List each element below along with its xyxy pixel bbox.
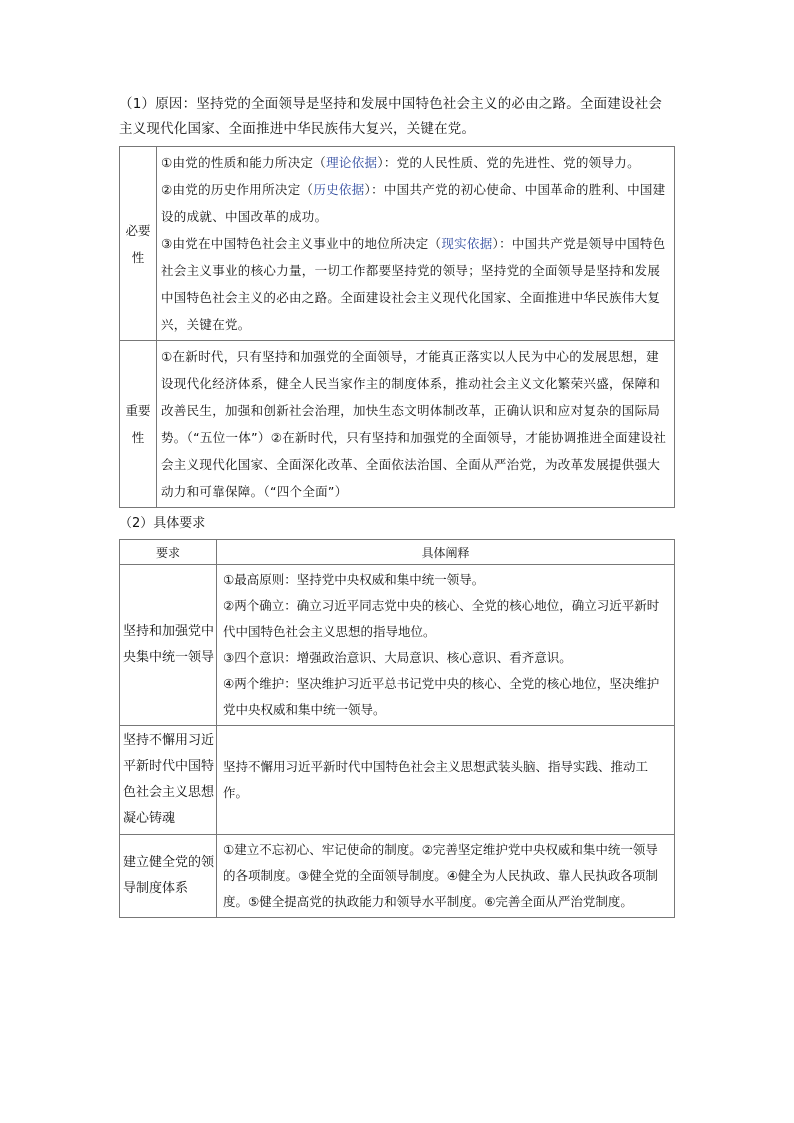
explanation-cell [217, 726, 675, 835]
requirement-cell: 建立健全党的领导制度体系 [120, 835, 217, 918]
table-row [120, 726, 675, 835]
explanation-cell [217, 565, 675, 726]
explanation-line: ②两个确立：确立习近平同志党中央的核心、全党的核心地位，确立习近平新时代中国特色社会主义思想的指导地位。 [223, 598, 660, 639]
necessity-row [120, 147, 675, 341]
necessity-label: 必要性 [120, 147, 157, 341]
explanation-line: 坚持不懈用习近平新时代中国特色社会主义思想武装头脑、指导实践、推动工作。 [223, 759, 649, 800]
requirement-cell: 坚持不懈用习近平新时代中国特色社会主义思想凝心铸魂 [120, 726, 217, 835]
explanation-line: ④两个维护：坚决维护习近平总书记党中央的核心、全党的核心地位，坚决维护党中央权威和集中统一领导。 [223, 676, 660, 717]
explanation-cell [217, 835, 675, 918]
table-row [120, 565, 675, 726]
necessity-item: ③由党在中国特色社会主义事业中的地位所决定（现实依据）：中国共产党是领导中国特色社会主义事业的核心力量，一切工作都要坚持党的领导；坚持党的全面领导是坚持和发展中国特色社会主义的必由之路。全面建设社会主义现代化国家、全面推进中华民族伟大复兴，关键在党。 [161, 236, 666, 332]
importance-row [120, 341, 675, 508]
explanation-line: ③四个意识：增强政治意识、大局意识、核心意识、看齐意识。 [223, 650, 572, 665]
necessity-item: ②由党的历史作用所决定（历史依据）：中国共产党的初心使命、中国革命的胜利、中国建设的成就、中国改革的成功。 [161, 182, 666, 224]
section2-title: （2）具体要求 [119, 516, 206, 531]
importance-content: ①在新时代，只有坚持和加强党的全面领导，才能真正落实以人民为中心的发展思想，建设现代化经济体系，健全人民当家作主的制度体系，推动社会主义文化繁荣兴盛，保障和改善民生，加强和创新社会治理，加快生态文明体制改革，正确认识和应对复杂的国际局势。（“五位一体”）②在新时代，只有坚持和加强党的全面领导，才能协调推进全面建设社会主义现代化国家、全面深化改革、全面依法治国、全面从严治党，为改革发展提供强大动力和可靠保障。（“四个全面”） [157, 341, 675, 508]
basis-tag: 现实依据 [441, 236, 493, 251]
header-requirement: 要求 [120, 540, 217, 565]
table-header-row [120, 540, 675, 565]
requirements-table [119, 539, 675, 918]
importance-label: 重要性 [120, 341, 157, 508]
document-page [119, 92, 675, 918]
reasons-table [119, 146, 675, 508]
table-row [120, 835, 675, 918]
explanation-line: ①最高原则：坚持党中央权威和集中统一领导。 [223, 572, 485, 587]
explanation-line: ①建立不忘初心、牢记使命的制度。②完善坚定维护党中央权威和集中统一领导的各项制度。③健全党的全面领导制度。④健全为人民执政、靠人民执政各项制度。⑤健全提高党的执政能力和领导水平制度。⑥完善全面从严治党制度。 [223, 842, 658, 909]
header-explanation: 具体阐释 [217, 540, 675, 565]
necessity-item: ①由党的性质和能力所决定（理论依据）：党的人民性质、党的先进性、党的领导力。 [161, 155, 640, 170]
basis-tag: 历史依据 [313, 182, 365, 197]
basis-tag: 理论依据 [326, 155, 378, 170]
necessity-content [157, 147, 675, 341]
section1-intro: （1）原因：坚持党的全面领导是坚持和发展中国特色社会主义的必由之路。全面建设社会主义现代化国家、全面推进中华民族伟大复兴，关键在党。 [119, 96, 663, 137]
requirement-cell: 坚持和加强党中央集中统一领导 [120, 565, 217, 726]
